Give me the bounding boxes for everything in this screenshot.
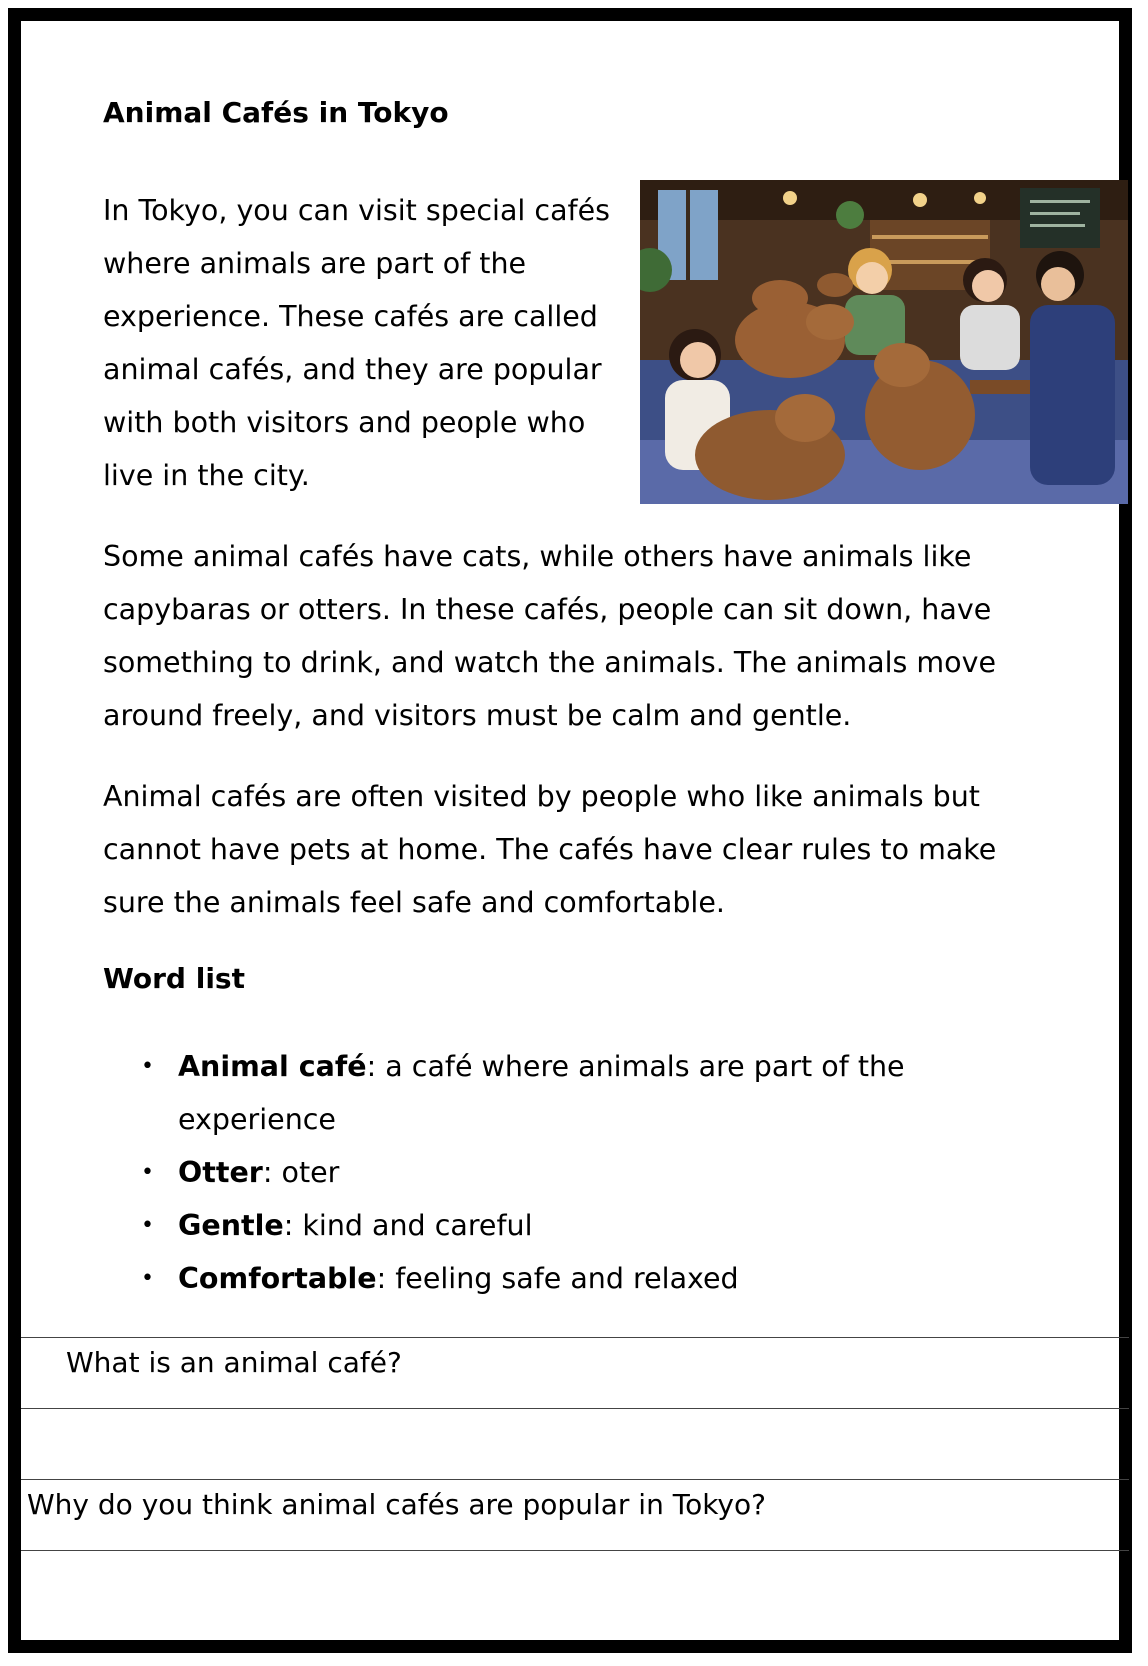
word-list-item bbox=[141, 1146, 1001, 1199]
word-definition: : a café where animals are part of the experience bbox=[178, 1050, 905, 1136]
word-list-item bbox=[141, 1040, 1001, 1146]
capybara-cafe-illustration bbox=[640, 180, 1128, 504]
word-definition: : kind and careful bbox=[283, 1209, 533, 1242]
word-term: Gentle bbox=[178, 1209, 284, 1242]
page-title: Animal Cafés in Tokyo bbox=[103, 96, 449, 129]
question-table bbox=[21, 1337, 1129, 1638]
paragraph-1: In Tokyo, you can visit special cafés where animals are part of the experience. These cafés are called animal cafés, and they are popular with both visitors and people who live in the city. bbox=[103, 194, 610, 492]
word-list-item bbox=[141, 1252, 1001, 1305]
paragraph-2: Some animal cafés have cats, while others have animals like capybaras or otters. In these cafés, people can sit down, have something to drink, and watch the animals. The animals move around freely, and visitors must be calm and gentle. bbox=[103, 540, 997, 732]
word-list-item bbox=[141, 1199, 1001, 1252]
word-definition: : feeling safe and relaxed bbox=[376, 1262, 739, 1295]
bullet-icon: • bbox=[141, 1213, 154, 1238]
bullet-icon: • bbox=[141, 1054, 154, 1079]
bullet-icon: • bbox=[141, 1160, 154, 1185]
word-list bbox=[141, 1040, 1001, 1305]
question-2-text: Why do you think animal cafés are popular in Tokyo? bbox=[27, 1488, 766, 1521]
word-definition: : oter bbox=[262, 1156, 340, 1189]
word-list-heading: Word list bbox=[103, 962, 245, 995]
word-term: Animal café bbox=[178, 1050, 367, 1083]
paragraph-3: Animal cafés are often visited by people who like animals but cannot have pets at home. The cafés have clear rules to make sure the animals feel safe and comfortable. bbox=[103, 780, 997, 919]
question-row-1 bbox=[21, 1337, 1129, 1408]
word-term: Comfortable bbox=[178, 1262, 377, 1295]
word-term: Otter bbox=[178, 1156, 263, 1189]
answer-area-2[interactable] bbox=[21, 1550, 1129, 1638]
question-row-2 bbox=[21, 1479, 1129, 1550]
bullet-icon: • bbox=[141, 1266, 154, 1291]
question-1-text: What is an animal café? bbox=[66, 1346, 402, 1379]
answer-area-1[interactable] bbox=[21, 1408, 1129, 1479]
